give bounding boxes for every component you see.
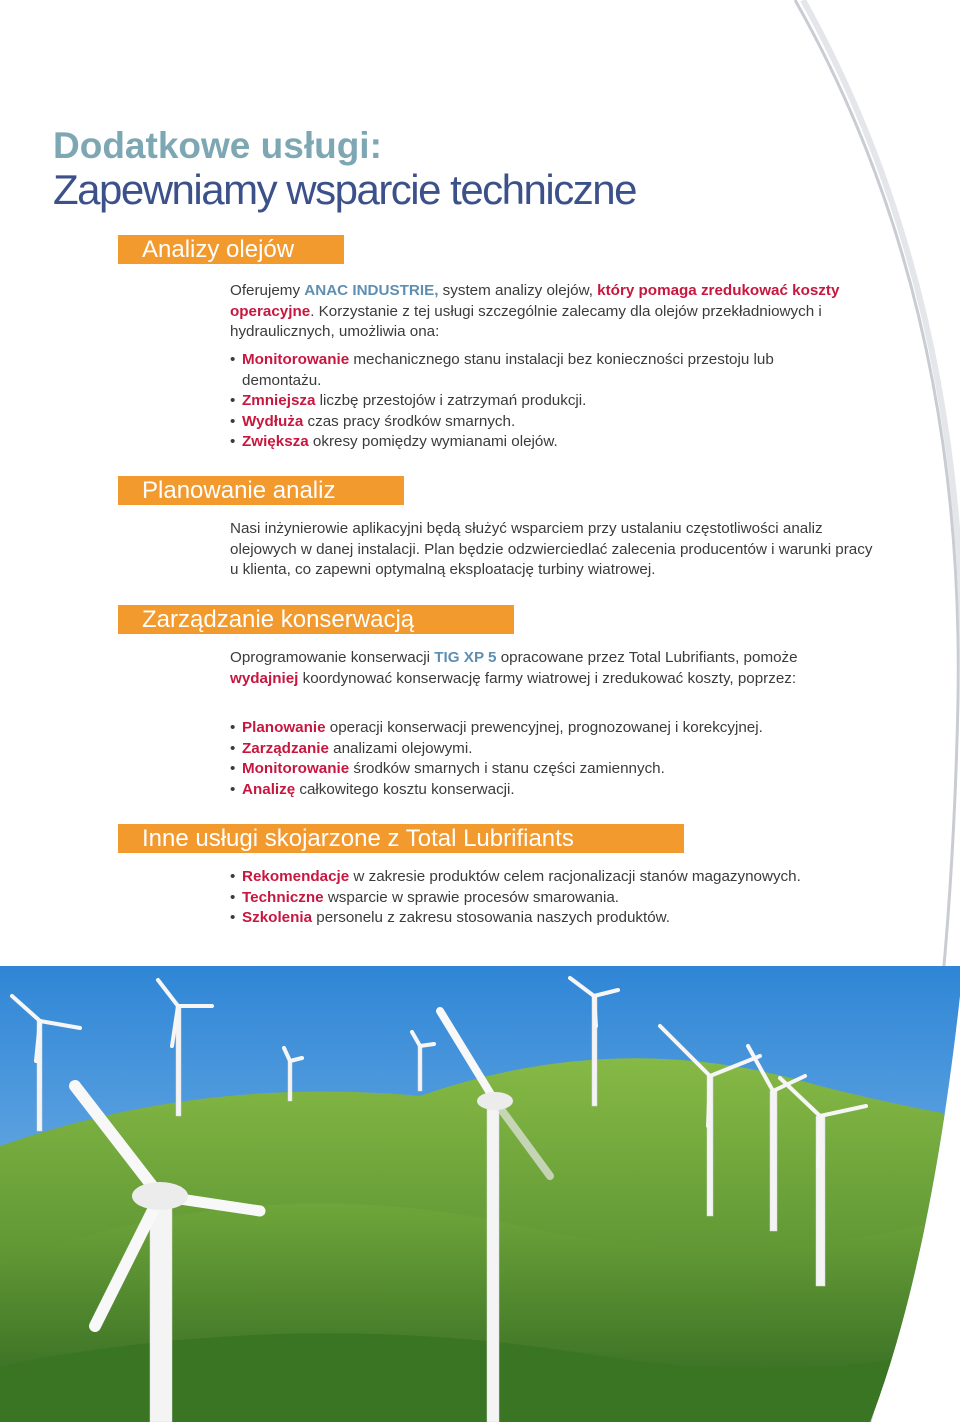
wind-farm-photo — [0, 966, 960, 1422]
other-services-list — [230, 867, 910, 929]
intro-text: system analizy olejów, — [438, 282, 598, 299]
list-item: • Monitorowanie mechanicznego stanu instalacji bez konieczności przestoju lub demontażu. — [230, 350, 830, 391]
list-item: • Zmniejsza liczbę przestojów i zatrzymań produkcji. — [230, 391, 830, 412]
section-title-analysis-planning: Planowanie analiz — [118, 476, 404, 505]
intro-text: koordynować konserwację farmy wiatrowej i zredukować koszty, poprzez: — [298, 669, 797, 687]
oil-analysis-intro — [230, 281, 890, 343]
section-title-oil-analysis: Analizy olejów — [118, 235, 344, 264]
analysis-planning-text: Nasi inżynierowie aplikacyjni będą służyć wsparciem przy ustalaniu częstotliwości analiz olejowych w danej instalacji. Plan będzie odzwierciedlać zalecenia producentów i warunki pracy u klienta, co zapewni optymalną eksploatację turbiny wiatrowej. — [230, 520, 873, 578]
maintenance-list — [230, 718, 890, 800]
list-item: • Techniczne wsparcie w sprawie procesów smarowania. — [230, 888, 910, 909]
brand-name: ANAC INDUSTRIE, — [304, 282, 439, 299]
list-item: • Szkolenia personelu z zakresu stosowania naszych produktów. — [230, 908, 910, 929]
list-item: • Zwiększa okresy pomiędzy wymianami olejów. — [230, 432, 830, 453]
section-title-maintenance: Zarządzanie konserwacją — [118, 605, 514, 634]
software-name: TIG XP 5 — [434, 649, 497, 666]
intro-text: Oprogramowanie konserwacji — [230, 649, 435, 666]
oil-analysis-list — [230, 350, 830, 453]
list-item: • Wydłuża czas pracy środków smarnych. — [230, 412, 830, 433]
page-title-line1: Dodatkowe usługi: — [53, 125, 382, 166]
intro-highlight: wydajniej — [230, 669, 299, 687]
intro-text: opracowane przez Total Lubrifiants, pomoże — [496, 649, 798, 666]
section-title-other-services: Inne usługi skojarzone z Total Lubrifiants — [118, 824, 684, 853]
intro-text: . Korzystanie z tej usługi szczególnie zalecamy dla olejów przekładniowych i hydraulicznych, umożliwia ona: — [230, 302, 822, 340]
list-item: • Rekomendacje w zakresie produktów celem racjonalizacji stanów magazynowych. — [230, 867, 910, 888]
page-title-line2: Zapewniamy wsparcie techniczne — [53, 166, 636, 213]
list-item: • Monitorowanie środków smarnych i stanu części zamiennych. — [230, 759, 890, 780]
maintenance-intro — [230, 648, 830, 689]
intro-text: Oferujemy — [230, 282, 305, 299]
list-item: • Planowanie operacji konserwacji prewencyjnej, prognozowanej i korekcyjnej. — [230, 718, 890, 739]
list-item: • Zarządzanie analizami olejowymi. — [230, 739, 890, 760]
list-item: • Analizę całkowitego kosztu konserwacji. — [230, 780, 890, 801]
intro-highlight: który pomaga zredukować koszty operacyjne — [230, 282, 840, 320]
